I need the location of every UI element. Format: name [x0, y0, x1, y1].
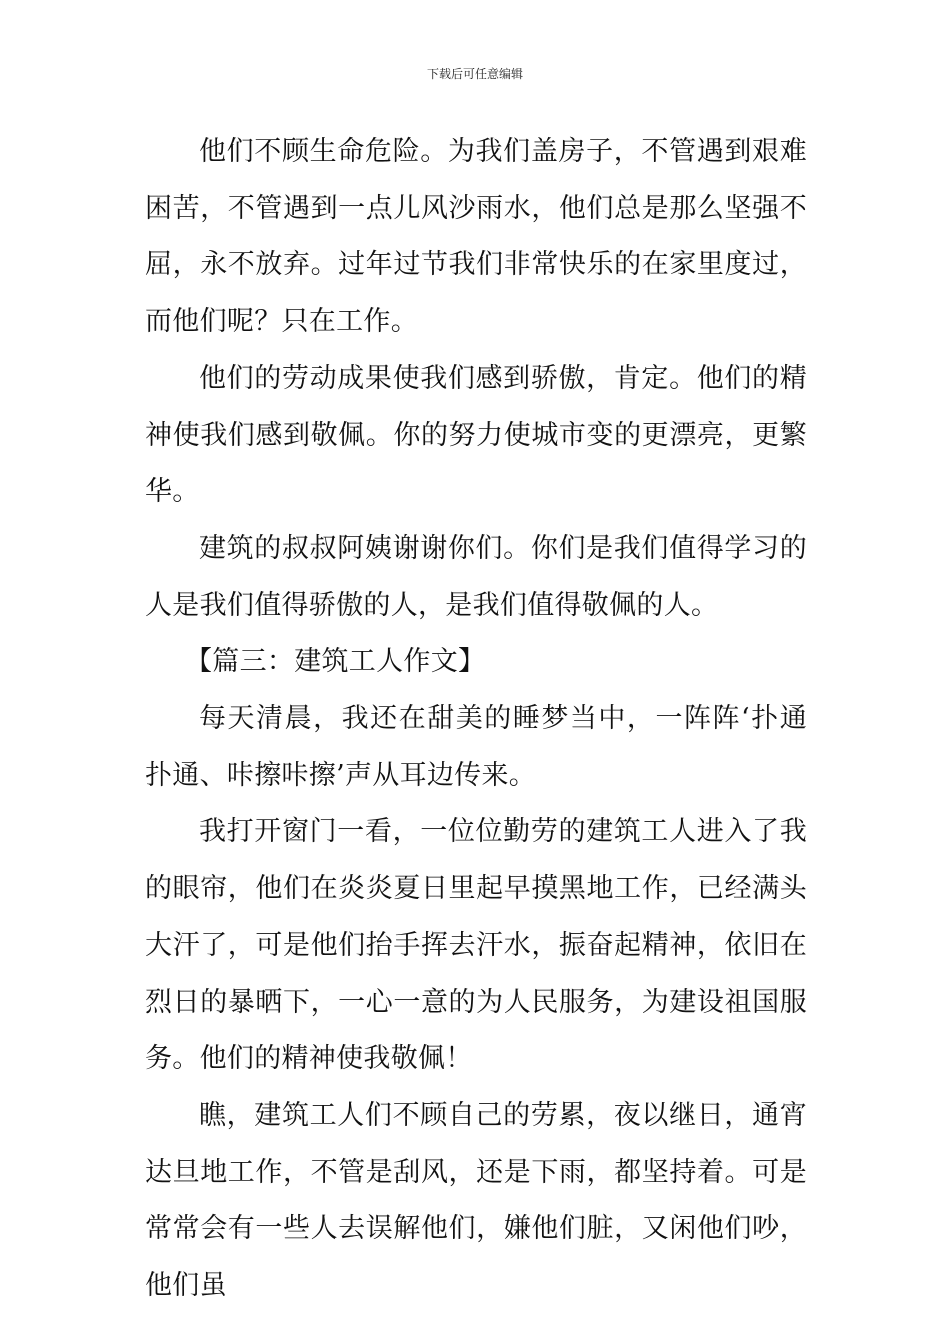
paragraph-4: 每天清晨，我还在甜美的睡梦当中，一阵阵‘扑通扑通、咔擦咔擦’声从耳边传来。	[145, 703, 807, 791]
paragraph-3: 建筑的叔叔阿姨谢谢你们。你们是我们值得学习的人是我们值得骄傲的人，是我们值得敬佩的人。	[145, 532, 807, 621]
page-header: 下载后可任意编辑	[426, 67, 523, 81]
section-heading: 【篇三：建筑工人作文】	[185, 646, 486, 678]
document-body	[145, 124, 807, 1315]
paragraph-6: 瞧，建筑工人们不顾自己的劳累，夜以继日，通宵达旦地工作，不管是刮风，还是下雨，都坚持着。可是常常会有一些人去误解他们，嫌他们脏，又闲他们吵，他们虽	[145, 1099, 807, 1302]
paragraph-5: 我打开窗门一看，一位位勤劳的建筑工人进入了我的眼帘，他们在炎炎夏日里起早摸黑地工作，已经满头大汗了，可是他们抬手挥去汗水，振奋起精神，依旧在烈日的暴晒下，一心一意的为人民服务，为建设祖国服务。他们的精神使我敬佩！	[145, 816, 807, 1075]
paragraph-1: 他们不顾生命危险。为我们盖房子，不管遇到艰难困苦，不管遇到一点儿风沙雨水，他们总是那么坚强不屈，永不放弃。过年过节我们非常快乐的在家里度过，而他们呢？只在工作。	[145, 136, 807, 338]
paragraph-2: 他们的劳动成果使我们感到骄傲，肯定。他们的精神使我们感到敬佩。你的努力使城市变的更漂亮，更繁华。	[145, 362, 807, 508]
